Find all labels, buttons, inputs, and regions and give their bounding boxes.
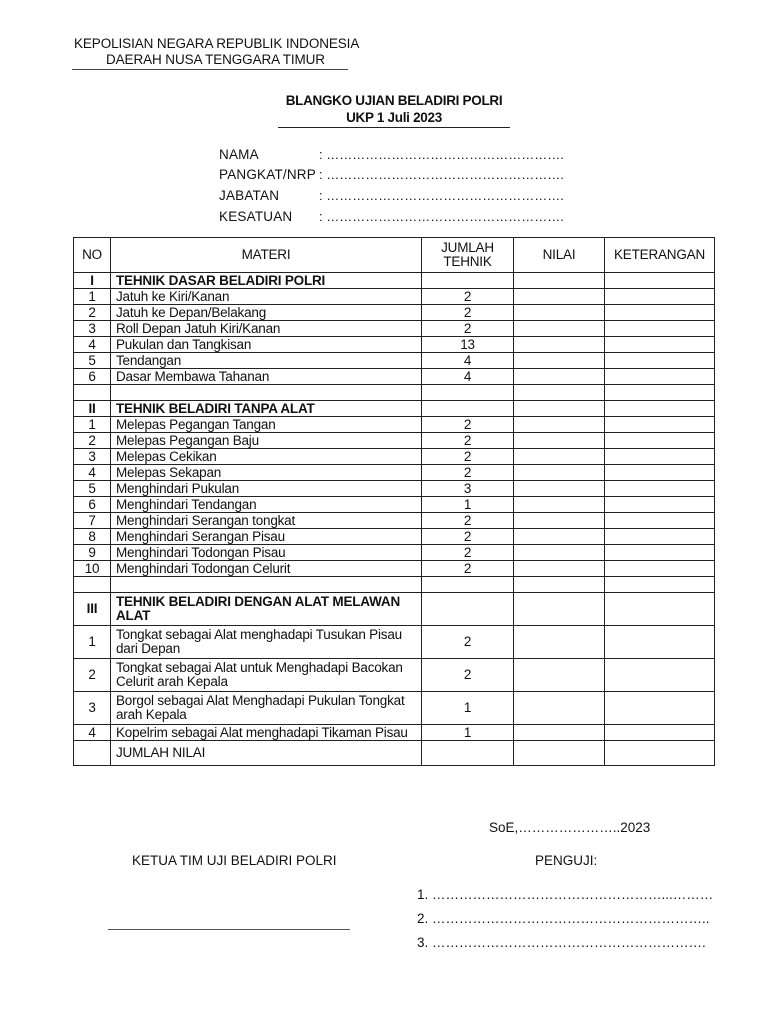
row-no: 6 [74, 497, 111, 513]
keterangan-cell[interactable] [605, 433, 715, 449]
nilai-cell[interactable] [514, 513, 605, 529]
keterangan-cell[interactable] [605, 545, 715, 561]
row-materi: Melepas Sekapan [111, 465, 422, 481]
nilai-cell[interactable] [514, 321, 605, 337]
header-institution: KEPOLISIAN NEGARA REPUBLIK INDONESIA [74, 36, 360, 51]
keterangan-cell[interactable] [605, 289, 715, 305]
row-no: 10 [74, 561, 111, 577]
label-pangkat-nrp: PANGKAT/NRP [219, 167, 316, 182]
keterangan-cell[interactable] [605, 465, 715, 481]
title-underline [278, 127, 510, 128]
keterangan-cell[interactable] [605, 481, 715, 497]
table-row [74, 433, 715, 449]
row-materi: Menghindari Serangan tongkat [111, 513, 422, 529]
row-materi: Menghindari Pukulan [111, 481, 422, 497]
table-row [74, 659, 715, 692]
header-keterangan: KETERANGAN [605, 238, 715, 273]
keterangan-cell[interactable] [605, 692, 715, 725]
keterangan-cell[interactable] [605, 529, 715, 545]
nilai-cell[interactable] [514, 497, 605, 513]
examiner-line-2[interactable]: 2. …………………………………………………….. [417, 911, 710, 926]
row-no: 2 [74, 659, 111, 692]
keterangan-cell[interactable] [605, 659, 715, 692]
spacer-row [74, 385, 715, 401]
row-no: 7 [74, 513, 111, 529]
row-materi: Melepas Cekikan [111, 449, 422, 465]
keterangan-cell[interactable] [605, 353, 715, 369]
section-row [74, 401, 715, 417]
nilai-cell[interactable] [514, 433, 605, 449]
nilai-cell[interactable] [514, 305, 605, 321]
row-materi: Menghindari Serangan Pisau [111, 529, 422, 545]
table-row [74, 289, 715, 305]
row-materi: Roll Depan Jatuh Kiri/Kanan [111, 321, 422, 337]
row-materi: Tongkat sebagai Alat menghadapi Tusukan Pisau dari Depan [111, 626, 422, 659]
section-number: III [74, 593, 111, 626]
row-jumlah: 1 [422, 692, 514, 725]
row-no: 4 [74, 725, 111, 741]
row-no: 2 [74, 305, 111, 321]
keterangan-cell[interactable] [605, 593, 715, 626]
row-jumlah: 2 [422, 289, 514, 305]
row-no: 2 [74, 433, 111, 449]
row-materi: Tongkat sebagai Alat untuk Menghadapi Bacokan Celurit arah Kepala [111, 659, 422, 692]
section-title: TEHNIK BELADIRI DENGAN ALAT MELAWAN ALAT [111, 593, 422, 626]
keterangan-cell[interactable] [605, 497, 715, 513]
row-materi: Tendangan [111, 353, 422, 369]
keterangan-cell[interactable] [605, 369, 715, 385]
keterangan-cell[interactable] [605, 417, 715, 433]
document-subtitle: UKP 1 Juli 2023 [346, 110, 442, 125]
field-kesatuan[interactable]: : ………………………………………………. [319, 209, 564, 224]
table-row [74, 497, 715, 513]
row-jumlah: 2 [422, 321, 514, 337]
table-row [74, 465, 715, 481]
row-jumlah: 4 [422, 369, 514, 385]
row-materi: Pukulan dan Tangkisan [111, 337, 422, 353]
table-row [74, 692, 715, 725]
table-row [74, 305, 715, 321]
section-number: I [74, 273, 111, 289]
row-no: 1 [74, 417, 111, 433]
keterangan-cell[interactable] [605, 626, 715, 659]
keterangan-cell[interactable] [605, 337, 715, 353]
nilai-cell[interactable] [514, 353, 605, 369]
row-no: 1 [74, 626, 111, 659]
nilai-cell[interactable] [514, 401, 605, 417]
table-header-row [74, 238, 715, 273]
keterangan-cell[interactable] [605, 305, 715, 321]
total-keterangan-cell[interactable] [605, 741, 715, 766]
row-materi: Jatuh ke Kiri/Kanan [111, 289, 422, 305]
row-materi: Melepas Pegangan Baju [111, 433, 422, 449]
row-jumlah: 13 [422, 337, 514, 353]
row-materi: Kopelrim sebagai Alat menghadapi Tikaman Pisau [111, 725, 422, 741]
nilai-cell[interactable] [514, 449, 605, 465]
nilai-cell[interactable] [514, 659, 605, 692]
row-jumlah: 2 [422, 433, 514, 449]
row-jumlah: 2 [422, 513, 514, 529]
table-row [74, 321, 715, 337]
header-underline [72, 69, 348, 70]
row-jumlah: 1 [422, 725, 514, 741]
row-materi: Menghindari Todongan Pisau [111, 545, 422, 561]
table-row [74, 529, 715, 545]
row-no: 3 [74, 449, 111, 465]
spacer-row [74, 577, 715, 593]
table-row [74, 481, 715, 497]
row-materi: Menghindari Tendangan [111, 497, 422, 513]
row-jumlah: 2 [422, 465, 514, 481]
row-no: 5 [74, 353, 111, 369]
nilai-cell[interactable] [514, 529, 605, 545]
nilai-cell[interactable] [514, 481, 605, 497]
row-no: 4 [74, 465, 111, 481]
row-jumlah: 2 [422, 659, 514, 692]
document-title: BLANGKO UJIAN BELADIRI POLRI [285, 93, 503, 108]
row-jumlah: 2 [422, 417, 514, 433]
field-jabatan[interactable]: : ………………………………………………. [319, 188, 564, 203]
table-row [74, 369, 715, 385]
section-row [74, 273, 715, 289]
examiner-line-3[interactable]: 3. ……………………………………………………. [417, 935, 706, 950]
section-title: TEHNIK BELADIRI TANPA ALAT [111, 401, 422, 417]
examiner-title: PENGUJI: [535, 853, 598, 868]
table-row [74, 337, 715, 353]
field-pangkat-nrp[interactable]: : ………………………………………………. [319, 167, 564, 182]
row-materi: Menghindari Todongan Celurit [111, 561, 422, 577]
label-kesatuan: KESATUAN [219, 209, 293, 224]
nilai-cell[interactable] [514, 593, 605, 626]
header-region: DAERAH NUSA TENGGARA TIMUR [106, 52, 325, 67]
nilai-cell[interactable] [514, 545, 605, 561]
label-jabatan: JABATAN [219, 188, 280, 203]
field-nama[interactable]: : ………………………………………………. [319, 147, 564, 162]
row-jumlah: 2 [422, 529, 514, 545]
row-jumlah: 3 [422, 481, 514, 497]
section-row [74, 593, 715, 626]
row-materi: Jatuh ke Depan/Belakang [111, 305, 422, 321]
row-jumlah: 2 [422, 626, 514, 659]
nilai-cell[interactable] [514, 465, 605, 481]
keterangan-cell[interactable] [605, 449, 715, 465]
row-no: 5 [74, 481, 111, 497]
header-jumlah-tehnik: JUMLAH TEHNIK [422, 238, 514, 273]
row-no: 1 [74, 289, 111, 305]
table-row [74, 545, 715, 561]
row-materi: Melepas Pegangan Tangan [111, 417, 422, 433]
row-jumlah: 4 [422, 353, 514, 369]
header-nilai: NILAI [514, 238, 605, 273]
keterangan-cell[interactable] [605, 401, 715, 417]
score-table [73, 237, 715, 766]
nilai-cell[interactable] [514, 289, 605, 305]
row-no: 8 [74, 529, 111, 545]
row-no: 4 [74, 337, 111, 353]
row-jumlah: 2 [422, 545, 514, 561]
row-no: 3 [74, 692, 111, 725]
total-label: JUMLAH NILAI [111, 741, 422, 766]
total-nilai-cell[interactable] [514, 741, 605, 766]
row-no: 6 [74, 369, 111, 385]
row-jumlah: 2 [422, 449, 514, 465]
nilai-cell[interactable] [514, 561, 605, 577]
row-materi: Borgol sebagai Alat Menghadapi Pukulan Tongkat arah Kepala [111, 692, 422, 725]
section-number: II [74, 401, 111, 417]
nilai-cell[interactable] [514, 273, 605, 289]
nilai-cell[interactable] [514, 417, 605, 433]
signature-line[interactable] [108, 929, 350, 930]
nilai-cell[interactable] [514, 369, 605, 385]
keterangan-cell[interactable] [605, 321, 715, 337]
nilai-cell[interactable] [514, 337, 605, 353]
nilai-cell[interactable] [514, 626, 605, 659]
table-row [74, 417, 715, 433]
label-nama: NAMA [219, 147, 259, 162]
chief-examiner-title: KETUA TIM UJI BELADIRI POLRI [132, 853, 337, 868]
keterangan-cell[interactable] [605, 513, 715, 529]
place-date: SoE,…………………..2023 [489, 820, 651, 835]
header-materi: MATERI [111, 238, 422, 273]
table-row [74, 353, 715, 369]
row-no: 9 [74, 545, 111, 561]
table-row [74, 725, 715, 741]
header-no: NO [74, 238, 111, 273]
row-no: 3 [74, 321, 111, 337]
keterangan-cell[interactable] [605, 725, 715, 741]
total-row [74, 741, 715, 766]
row-materi: Dasar Membawa Tahanan [111, 369, 422, 385]
keterangan-cell[interactable] [605, 561, 715, 577]
row-jumlah: 2 [422, 305, 514, 321]
examiner-line-1[interactable]: 1. ……………………………………………...……… [417, 887, 714, 902]
table-row [74, 561, 715, 577]
table-row [74, 513, 715, 529]
table-row [74, 626, 715, 659]
row-jumlah: 2 [422, 561, 514, 577]
table-row [74, 449, 715, 465]
nilai-cell[interactable] [514, 725, 605, 741]
keterangan-cell[interactable] [605, 273, 715, 289]
section-title: TEHNIK DASAR BELADIRI POLRI [111, 273, 422, 289]
nilai-cell[interactable] [514, 692, 605, 725]
row-jumlah: 1 [422, 497, 514, 513]
